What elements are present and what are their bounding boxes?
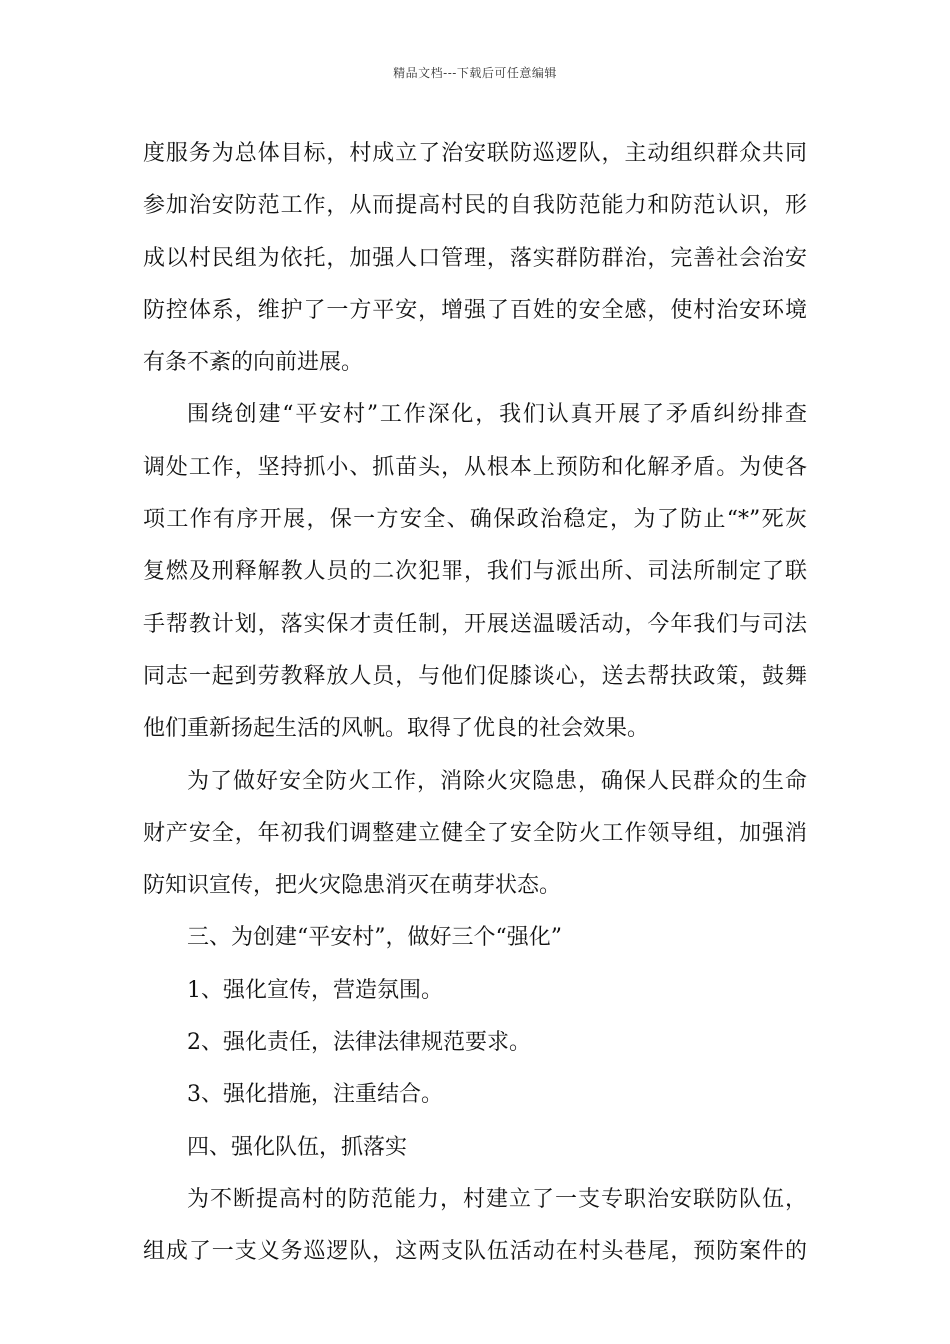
paragraph-first-line: 围绕创建“平安村”工作深化，我们认真开展了矛盾纠纷排查 bbox=[187, 402, 807, 428]
list-item: 2、强化责任，法律法律规范要求。 bbox=[187, 1030, 531, 1056]
text-line: 他们重新扬起生活的风帆。取得了优良的社会效果。 bbox=[143, 716, 650, 742]
text-line: 成以村民组为依托，加强人口管理，落实群防群治，完善社会治安 bbox=[143, 245, 807, 271]
text-line: 同志一起到劳教释放人员，与他们促膝谈心，送去帮扶政策，鼓舞 bbox=[143, 663, 807, 689]
text-line: 复燃及刑释解教人员的二次犯罪，我们与派出所、司法所制定了联 bbox=[143, 559, 807, 585]
paragraph-first-line: 为不断提高村的防范能力，村建立了一支专职治安联防队伍， bbox=[187, 1186, 807, 1212]
paragraph-first-line: 为了做好安全防火工作，消除火灾隐患，确保人民群众的生命 bbox=[187, 768, 807, 794]
section-heading: 三、为创建“平安村”，做好三个“强化” bbox=[187, 925, 562, 951]
text-line: 组成了一支义务巡逻队，这两支队伍活动在村头巷尾，预防案件的 bbox=[143, 1239, 807, 1265]
text-line: 项工作有序开展，保一方安全、确保政治稳定，为了防止“*”死灰 bbox=[143, 507, 807, 533]
text-line: 手帮教计划，落实保才责任制，开展送温暖活动，今年我们与司法 bbox=[143, 611, 807, 637]
text-line: 防知识宣传，把火灾隐患消灭在萌芽状态。 bbox=[143, 873, 562, 899]
list-item: 3、强化措施，注重结合。 bbox=[187, 1082, 443, 1108]
text-line: 参加治安防范工作，从而提高村民的自我防范能力和防范认识，形 bbox=[143, 193, 807, 219]
document-body bbox=[143, 128, 807, 1279]
list-item: 1、强化宣传，营造氛围。 bbox=[187, 977, 443, 1003]
text-line: 度服务为总体目标，村成立了治安联防巡逻队，主动组织群众共同 bbox=[143, 141, 807, 166]
page-header: 精品文档---下载后可任意编辑 bbox=[393, 66, 557, 80]
section-heading: 四、强化队伍，抓落实 bbox=[187, 1134, 408, 1160]
text-line: 财产安全，年初我们调整建立健全了安全防火工作领导组，加强消 bbox=[143, 820, 807, 846]
text-line: 有条不紊的向前进展。 bbox=[143, 350, 364, 376]
text-line: 防控体系，维护了一方平安，增强了百姓的安全感，使村治安环境 bbox=[143, 297, 807, 323]
text-line: 调处工作，坚持抓小、抓苗头，从根本上预防和化解矛盾。为使各 bbox=[143, 454, 807, 480]
